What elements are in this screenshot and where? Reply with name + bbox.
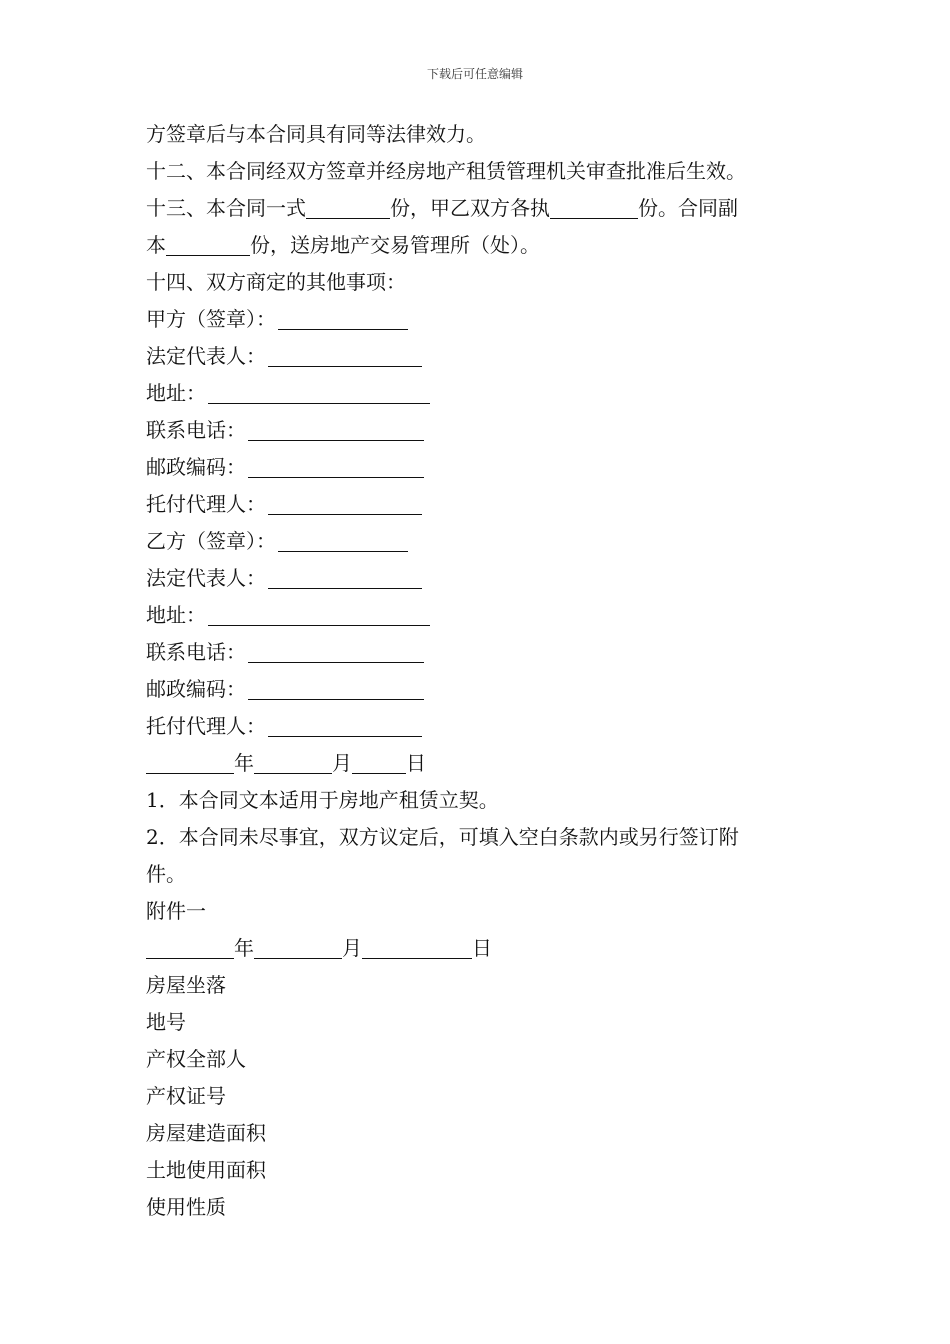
party-a-zip-label: 邮政编码： bbox=[146, 455, 246, 479]
party-b-addr-blank[interactable] bbox=[208, 601, 430, 626]
party-a-rep-label: 法定代表人： bbox=[146, 344, 266, 368]
clause-13-text: 本 bbox=[146, 233, 166, 257]
copies-duplicate-blank[interactable] bbox=[166, 231, 250, 256]
party-b-zip-blank[interactable] bbox=[248, 675, 424, 700]
paragraph-line: 方签章后与本合同具有同等法律效力。 bbox=[146, 122, 486, 146]
party-a-addr-label: 地址： bbox=[146, 381, 206, 405]
attachment-item: 土地使用面积 bbox=[146, 1158, 266, 1182]
party-b-sign-row bbox=[146, 523, 816, 560]
clause-13 bbox=[146, 190, 816, 227]
party-a-addr-row bbox=[146, 375, 816, 412]
note-1: 1．本合同文本适用于房地产租赁立契。 bbox=[146, 788, 499, 812]
clause-13-cont bbox=[146, 227, 816, 264]
party-a-addr-blank[interactable] bbox=[208, 379, 430, 404]
clause-13-text: 份。合同副 bbox=[638, 196, 738, 220]
copies-total-blank[interactable] bbox=[306, 194, 390, 219]
signing-date-row bbox=[146, 745, 816, 782]
year-blank[interactable] bbox=[146, 934, 234, 959]
clause-12: 十二、本合同经双方签章并经房地产租赁管理机关审查批准后生效。 bbox=[146, 159, 746, 183]
day-label: 日 bbox=[472, 936, 492, 960]
party-a-zip-row bbox=[146, 449, 816, 486]
month-blank[interactable] bbox=[254, 934, 342, 959]
copies-each-blank[interactable] bbox=[550, 194, 638, 219]
attachment-item: 使用性质 bbox=[146, 1195, 226, 1219]
party-a-agent-label: 托付代理人： bbox=[146, 492, 266, 516]
party-b-addr-row bbox=[146, 597, 816, 634]
year-label: 年 bbox=[234, 936, 254, 960]
attachment-date-row bbox=[146, 930, 816, 967]
party-b-sign-blank[interactable] bbox=[278, 527, 408, 552]
clause-13-text: 份，送房地产交易管理所（处）。 bbox=[250, 233, 540, 257]
year-blank[interactable] bbox=[146, 749, 234, 774]
day-blank[interactable] bbox=[362, 934, 472, 959]
party-b-agent-row bbox=[146, 708, 816, 745]
party-a-phone-blank[interactable] bbox=[248, 416, 424, 441]
attachment-item: 产权证号 bbox=[146, 1084, 226, 1108]
party-a-agent-blank[interactable] bbox=[268, 490, 422, 515]
party-a-phone-row bbox=[146, 412, 816, 449]
party-b-sign-label: 乙方（签章）： bbox=[146, 529, 276, 553]
note-2: 2．本合同未尽事宜，双方议定后，可填入空白条款内或另行签订附 bbox=[146, 825, 739, 849]
party-b-phone-row bbox=[146, 634, 816, 671]
party-b-rep-blank[interactable] bbox=[268, 564, 422, 589]
month-label: 月 bbox=[342, 936, 362, 960]
party-b-addr-label: 地址： bbox=[146, 603, 206, 627]
party-a-phone-label: 联系电话： bbox=[146, 418, 246, 442]
clause-13-text: 份，甲乙双方各执 bbox=[390, 196, 550, 220]
day-blank[interactable] bbox=[352, 749, 406, 774]
document-body bbox=[146, 116, 816, 1226]
attachment-item: 房屋坐落 bbox=[146, 973, 226, 997]
party-a-zip-blank[interactable] bbox=[248, 453, 424, 478]
clause-14: 十四、双方商定的其他事项： bbox=[146, 270, 406, 294]
party-b-phone-blank[interactable] bbox=[248, 638, 424, 663]
month-label: 月 bbox=[332, 751, 352, 775]
note-2-cont: 件。 bbox=[146, 862, 186, 886]
party-a-sign-row bbox=[146, 301, 816, 338]
party-a-rep-blank[interactable] bbox=[268, 342, 422, 367]
party-b-zip-row bbox=[146, 671, 816, 708]
page-header: 下载后可任意编辑 bbox=[426, 67, 523, 81]
attachment-title: 附件一 bbox=[146, 899, 206, 923]
party-b-agent-label: 托付代理人： bbox=[146, 714, 266, 738]
month-blank[interactable] bbox=[254, 749, 332, 774]
party-a-rep-row bbox=[146, 338, 816, 375]
party-a-agent-row bbox=[146, 486, 816, 523]
day-label: 日 bbox=[406, 751, 426, 775]
year-label: 年 bbox=[234, 751, 254, 775]
attachment-item: 地号 bbox=[146, 1010, 186, 1034]
attachment-item: 产权全部人 bbox=[146, 1047, 246, 1071]
clause-13-text: 十三、本合同一式 bbox=[146, 196, 306, 220]
party-a-sign-blank[interactable] bbox=[278, 305, 408, 330]
party-b-rep-row bbox=[146, 560, 816, 597]
attachment-item: 房屋建造面积 bbox=[146, 1121, 266, 1145]
party-a-sign-label: 甲方（签章）： bbox=[146, 307, 276, 331]
party-b-phone-label: 联系电话： bbox=[146, 640, 246, 664]
party-b-rep-label: 法定代表人： bbox=[146, 566, 266, 590]
party-b-agent-blank[interactable] bbox=[268, 712, 422, 737]
party-b-zip-label: 邮政编码： bbox=[146, 677, 246, 701]
